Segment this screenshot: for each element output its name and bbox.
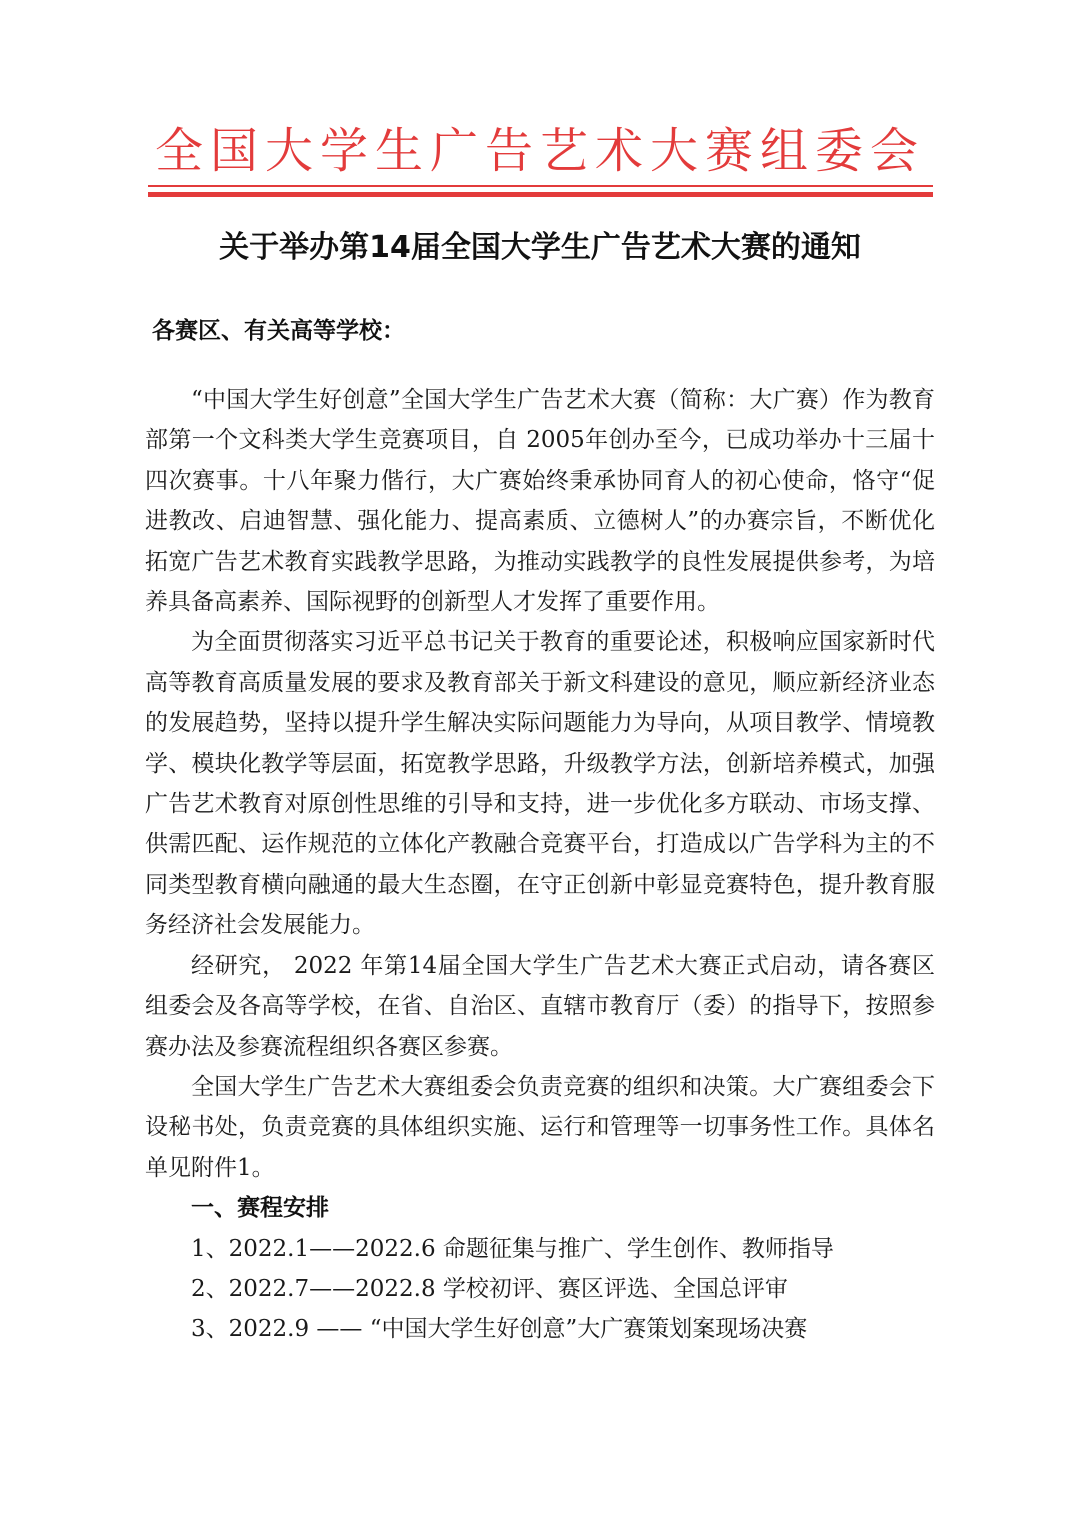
paragraph-intro: “中国大学生好创意”全国大学生广告艺术大赛（简称：大广赛）作为教育部第一个文科类大学生竞赛项目，自 2005年创办至今，已成功举办十三届十四次赛事。十八年聚力偕行，大广赛始终秉承协同育人的初心使命，恪守“促进教改、启迪智慧、强化能力、提高素质、立德树人”的办赛宗旨，不断优化拓宽广告艺术教育实践教学思路，为推动实践教学的良性发展提供参考，为培养具备高素养、国际视野的创新型人才发挥了重要作用。 (145, 387, 935, 616)
schedule-item: 2、2022.7——2022.8 学校初评、赛区评选、全国总评审 (191, 1275, 788, 1302)
letterhead-divider-thick (148, 192, 933, 197)
section-heading-schedule: 一、赛程安排 (191, 1195, 329, 1222)
document-body (145, 380, 935, 1350)
organization-letterhead: 全国大学生广告艺术大赛组委会 (154, 123, 925, 179)
paragraph-organization: 全国大学生广告艺术大赛组委会负责竞赛的组织和决策。大广赛组委会下设秘书处，负责竞赛的具体组织实施、运行和管理等一切事务性工作。具体名单见附件1。 (145, 1073, 935, 1181)
schedule-item: 1、2022.1——2022.6 命题征集与推广、学生创作、教师指导 (191, 1235, 834, 1262)
schedule-item: 3、2022.9 —— “中国大学生好创意”大广赛策划案现场决赛 (191, 1316, 808, 1343)
paragraph-purpose: 为全面贯彻落实习近平总书记关于教育的重要论述，积极响应国家新时代高等教育高质量发展的要求及教育部关于新文科建设的意见，顺应新经济业态的发展趋势，坚持以提升学生解决实际问题能力为导向，从项目教学、情境教学、模块化教学等层面，拓宽教学思路，升级教学方法，创新培养模式，加强广告艺术教育对原创性思维的引导和支持，进一步优化多方联动、市场支撑、供需匹配、运作规范的立体化产教融合竞赛平台，打造成以广告学科为主的不同类型教育横向融通的最大生态圈，在守正创新中彰显竞赛特色，提升教育服务经济社会发展能力。 (145, 629, 935, 939)
salutation: 各赛区、有关高等学校： (152, 318, 405, 344)
paragraph-launch: 经研究， 2022 年第14届全国大学生广告艺术大赛正式启动，请各赛区组委会及各高等学校，在省、自治区、直辖市教育厅（委）的指导下，按照参赛办法及参赛流程组织各赛区参赛。 (145, 952, 935, 1060)
letterhead-divider-thin (148, 185, 933, 187)
document-title: 关于举办第14届全国大学生广告艺术大赛的通知 (219, 230, 861, 265)
